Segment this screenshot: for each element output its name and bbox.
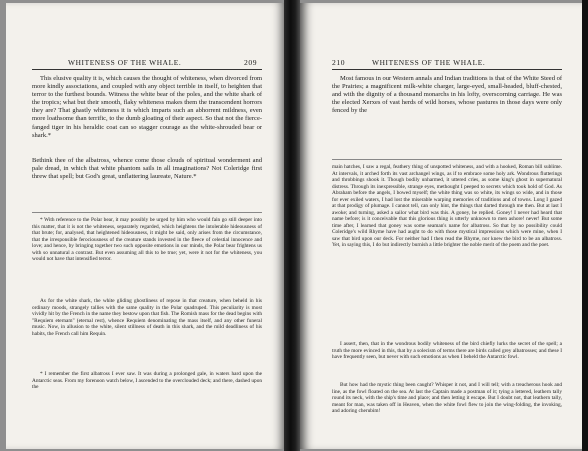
- header-rule: [332, 69, 562, 70]
- book-edge: [582, 0, 588, 451]
- running-head: WHITENESS OF THE WHALE.: [68, 58, 182, 67]
- header-rule: [32, 69, 262, 70]
- footnote-rule: [332, 159, 562, 160]
- running-head: WHITENESS OF THE WHALE.: [372, 58, 486, 67]
- footnote: * I remember the first albatross I ever saw. It was during a prolonged gale, in waters hard upon the Antarctic seas. From my forenoon watch below, I ascended to the overclouded deck; and there, dashed upon the: [32, 371, 262, 390]
- footnote-rule: [32, 212, 262, 213]
- footnote: But how had the mystic thing been caught? Whisper it not, and I will tell; with a treacherous hook and line, as the fowl floated on the sea. At last the Captain made a postman of it; tying a lettered, leathern tally round its neck, with the ship's time and place; and then letting it escape. But I doubt not, that leathern tally, meant for man, was taken off in Heaven, when the white fowl flew to join the wing-folding, the invoking, and adoring cherubim!: [332, 382, 562, 414]
- body-paragraph: This elusive quality it is, which causes the thought of whiteness, when divorced from more kindly associations, and coupled with any object terrible in itself, to heighten that terror to the furthest bounds. Witness the white bear of the poles, and the white shark of the tropics; what but their smooth, flaky whiteness makes them the transcendent horrors they are? That ghastly whiteness it is which imparts such an abhorrent mildness, even more loathsome than terrific, to the dumb gloating of their aspect. So that not the fierce-fanged tiger in his heraldic coat can so stagger courage as the white-shrouded bear or shark.*: [32, 75, 262, 139]
- page-number: 209: [244, 58, 258, 67]
- page-number: 210: [332, 58, 346, 67]
- footnote: main hatches, I saw a regal, feathery thing of unspotted whiteness, and with a hooked, Roman bill sublime. At intervals, it arched forth its vast archangel wings, as if to embrace some holy ark. Wondrous flutterings and throbbings shook it. Though bodily unharmed, it uttered cries, as some king's ghost in supernatural distress. Through its inexpressible, strange eyes, methought I peeped to secrets which took hold of God. As Abraham before the angels, I bowed myself; the white thing was so white, its wings so wide, and in those for ever exiled waters, I had lost the miserable warping memories of traditions and of towns. Long I gazed at that prodigy of plumage. I cannot tell, can only hint, the things that darted through me then. But at last I awoke; and turning, asked a sailor what bird was this. A goney, he replied. Goney! I never had heard that name before; is it conceivable that this glorious thing is utterly unknown to men ashore! never! But some time after, I learned that goney was some seaman's name for albatross. So that by no possibility could Coleridge's wild Rhyme have had aught to do with those mystical impressions which were mine, when I saw that bird upon our deck. For neither had I then read the Rhyme, nor knew the bird to be an albatross. Yet, in saying this, I do but indirectly burnish a little brighter the noble merit of the poem and the poet.: [332, 164, 562, 248]
- body-paragraph: Most famous in our Western annals and Indian traditions is that of the White Steed of the Prairies; a magnificent milk-white charger, large-eyed, small-headed, bluff-chested, and with the dignity of a thousand monarchs in his lofty, overscorning carriage. He was the elected Xerxes of vast herds of wild horses, whose pastures in those days were only fenced by the: [332, 75, 562, 115]
- left-page: [6, 3, 284, 449]
- book-gutter: [284, 0, 300, 451]
- right-page: [300, 3, 582, 449]
- footnote: * With reference to the Polar bear, it may possibly be urged by him who would fain go still deeper into this matter, that it is not the whiteness, separately regarded, which heightens the intolerable hideousness of that brute; for, analysed, that heightened hideousness, it might be said, only arises from the circumstance, that the irresponsible ferociousness of the creature stands invested in the fleece of celestial innocence and love; and hence, by bringing together two such opposite emotions in our minds, the Polar bear frightens us with so unnatural a contrast. But even assuming all this to be true; yet, were it not for the whiteness, you would not have that intensified terror.: [32, 217, 262, 262]
- footnote: I assert, then, that in the wondrous bodily whiteness of the bird chiefly lurks the secret of the spell; a truth the more evinced in this, that by a solecism of terms there are birds called grey albatrosses; and these I have frequently seen, but never with such emotions as when I beheld the Antarctic fowl.: [332, 341, 562, 360]
- footnote: As for the white shark, the white gliding ghostliness of repose in that creature, when beheld in his ordinary moods, strangely tallies with the same quality in the Polar quadruped. This peculiarity is most vividly hit by the French in the name they bestow upon that fish. The Romish mass for the dead begins with "Requiem eternam" (eternal rest), whence Requiem denominating the mass itself, and any other funeral music. Now, in allusion to the white, silent stillness of death in this shark, and the mild deadliness of his habits, the French call him Requin.: [32, 298, 262, 337]
- body-paragraph: Bethink thee of the albatross, whence come those clouds of spiritual wonderment and pale dread, in which that white phantom sails in all imaginations? Not Coleridge first threw that spell; but God's great, unflattering laureate, Nature.*: [32, 157, 262, 181]
